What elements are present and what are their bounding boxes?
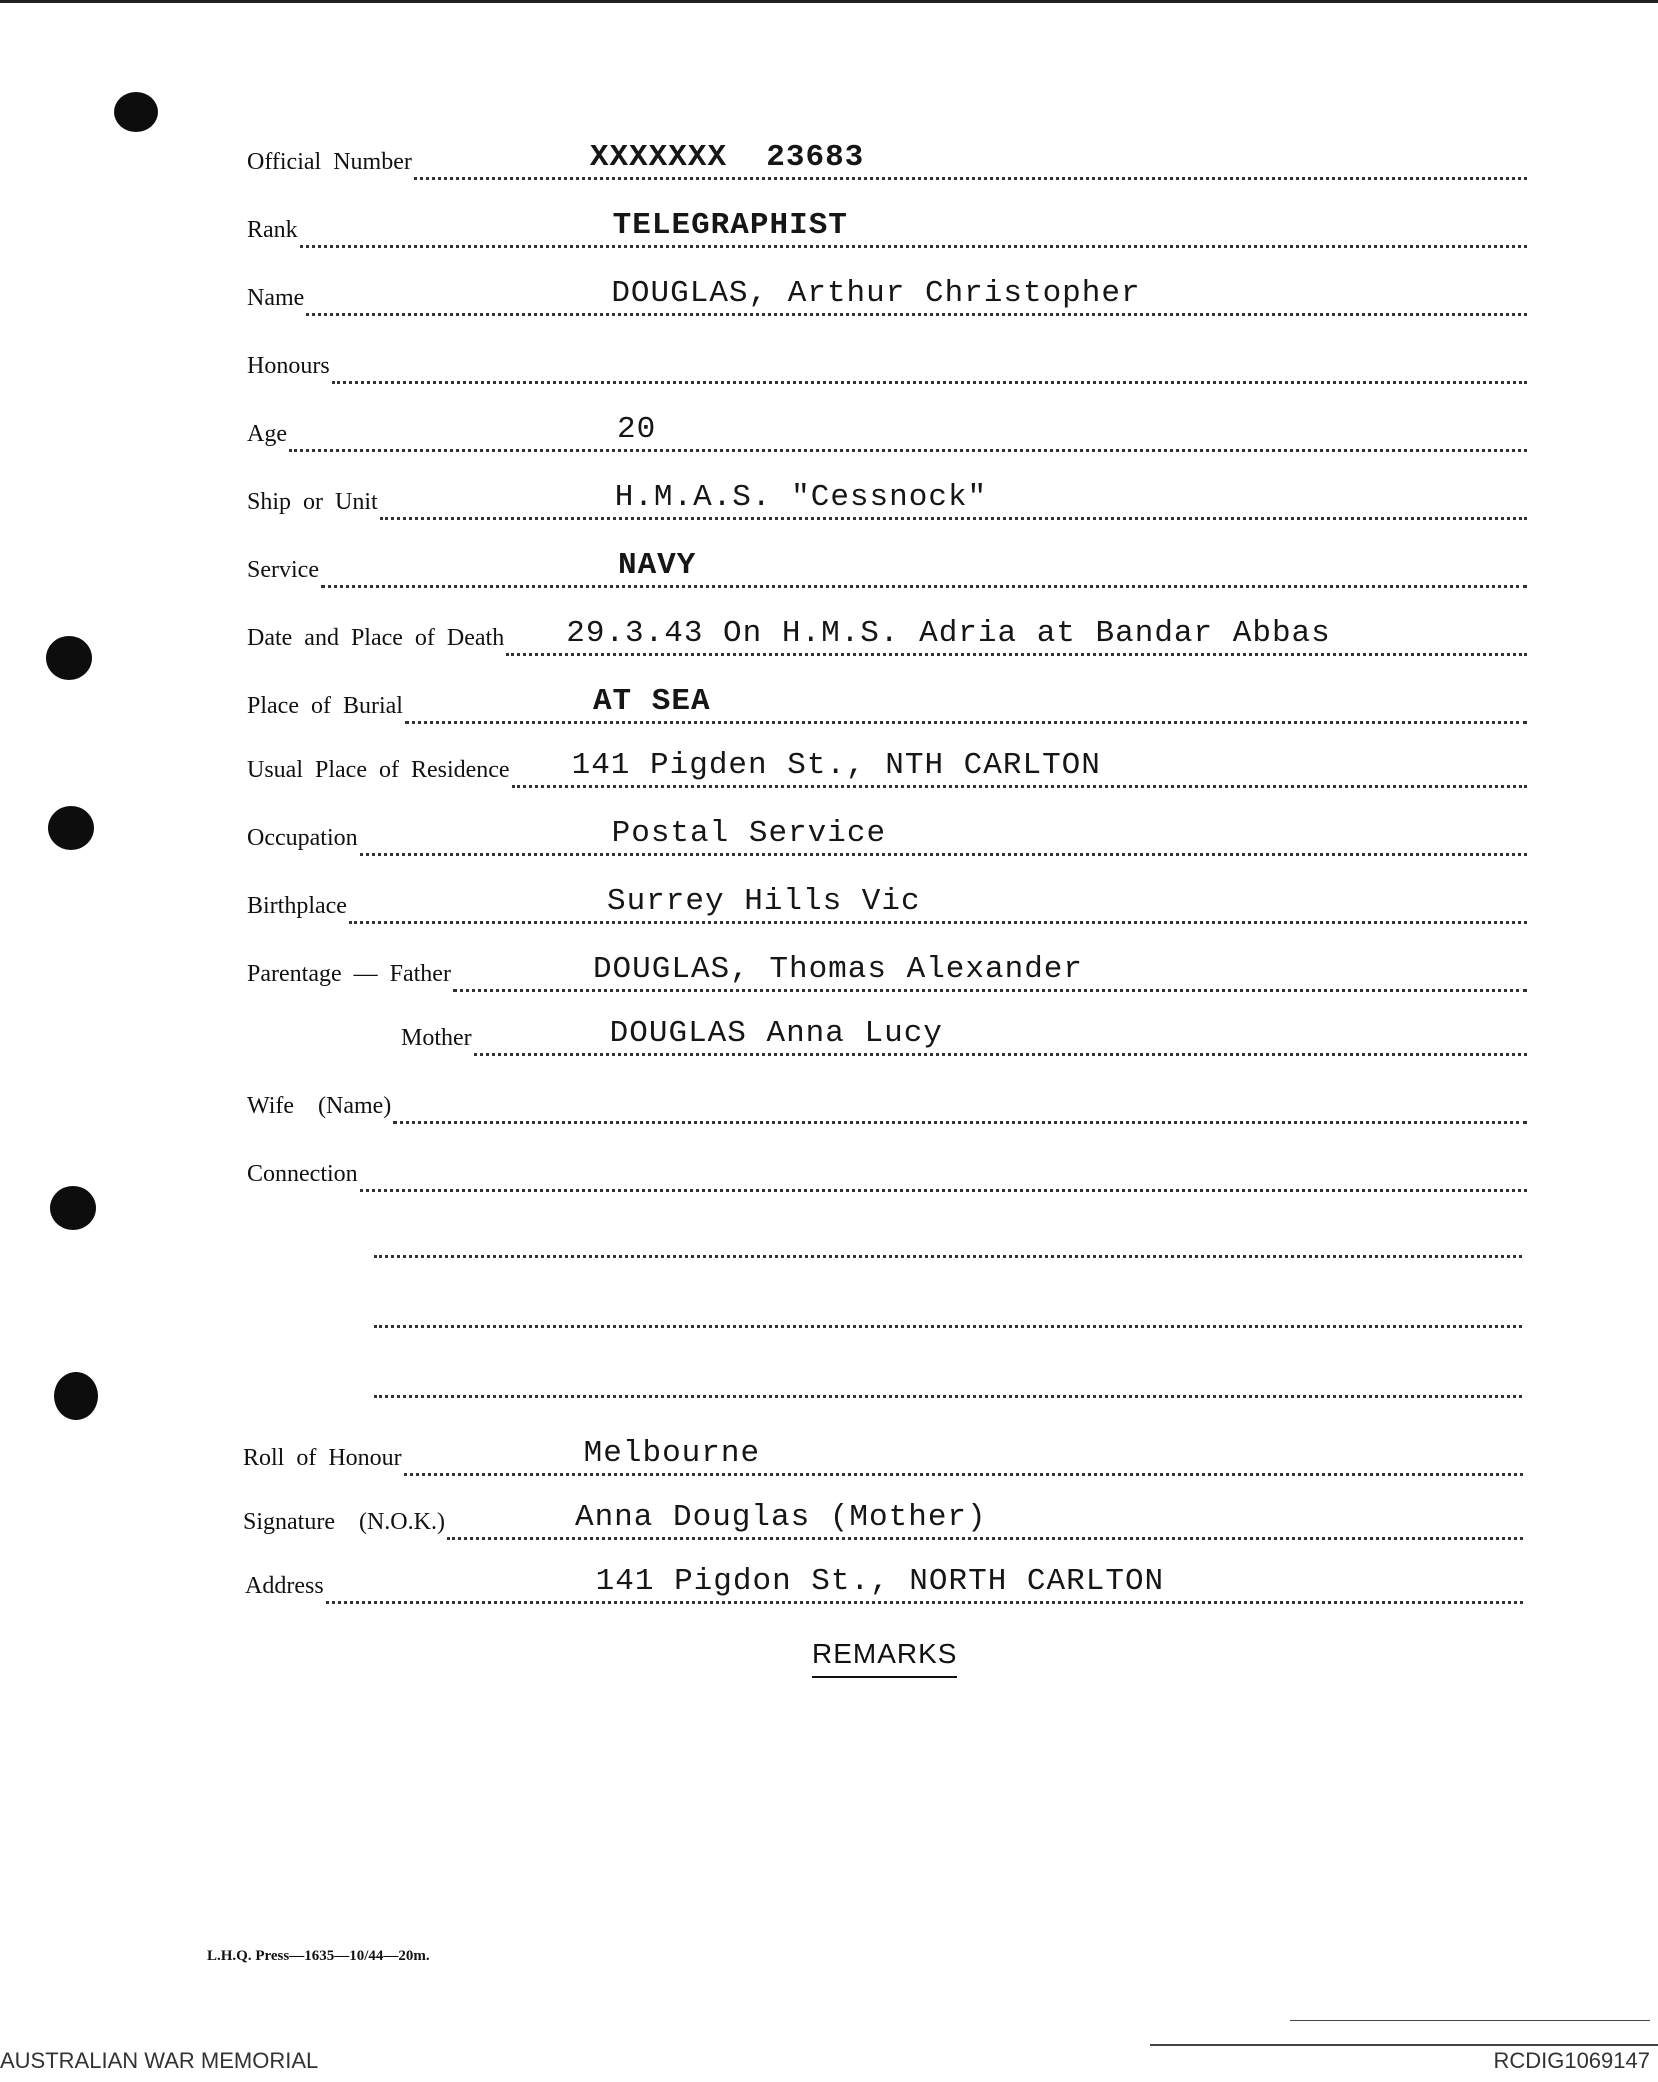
connection-extra-line <box>374 1322 1522 1328</box>
field-dotted-line <box>300 205 1527 248</box>
field-dotted-line <box>474 1013 1527 1056</box>
field-label: Parentage — Father <box>247 961 451 987</box>
punch-hole <box>54 1372 98 1420</box>
archive-name: AUSTRALIAN WAR MEMORIAL <box>0 2048 319 2073</box>
field-label: Service <box>247 557 319 583</box>
field-connection <box>247 1152 1527 1192</box>
field-value: Melbourne <box>584 1436 764 1471</box>
field-dotted-line <box>349 881 1527 924</box>
field-age <box>247 412 1527 452</box>
field-label: Age <box>247 421 287 447</box>
footer-rule <box>1290 2020 1650 2021</box>
field-value: Surrey Hills Vic <box>607 884 925 919</box>
field-value: DOUGLAS, Arthur Christopher <box>611 276 1144 311</box>
field-ship-or-unit <box>247 480 1527 520</box>
remarks-heading: REMARKS <box>812 1638 957 1678</box>
field-place-of-burial <box>247 684 1527 724</box>
field-dotted-line <box>405 681 1527 724</box>
field-parentage-mother <box>401 1016 1527 1056</box>
field-value: Anna Douglas (Mother) <box>575 1500 991 1535</box>
field-dotted-line <box>393 1081 1527 1124</box>
catalogue-id: RCDIG1069147 <box>1493 2048 1650 2073</box>
field-roll-of-honour <box>243 1436 1523 1476</box>
field-dotted-line <box>447 1497 1523 1540</box>
field-label: Birthplace <box>247 893 347 919</box>
connection-extra-line <box>374 1392 1522 1398</box>
page-top-edge <box>0 0 1658 3</box>
field-value: DOUGLAS Anna Lucy <box>610 1016 947 1051</box>
field-dotted-line <box>289 409 1527 452</box>
printer-imprint: L.H.Q. Press—1635—10/44—20m. <box>207 1948 430 1964</box>
field-value: DOUGLAS, Thomas Alexander <box>593 952 1087 987</box>
field-rank <box>247 208 1527 248</box>
field-birthplace <box>247 884 1527 924</box>
field-dotted-line <box>380 477 1527 520</box>
field-signature-nok <box>243 1500 1523 1540</box>
field-dotted-line <box>321 545 1527 588</box>
field-date-place-of-death <box>247 616 1527 656</box>
field-label: Honours <box>247 353 330 379</box>
field-value: 20 <box>617 412 660 447</box>
field-parentage-father <box>247 952 1527 992</box>
field-service <box>247 548 1527 588</box>
field-honours <box>247 344 1527 384</box>
field-label: Mother <box>401 1025 472 1051</box>
field-label: Occupation <box>247 825 358 851</box>
connection-extra-line <box>374 1252 1522 1258</box>
field-usual-residence <box>247 748 1527 788</box>
field-label: Ship or Unit <box>247 489 378 515</box>
field-label: Place of Burial <box>247 693 403 719</box>
punch-hole <box>50 1186 96 1230</box>
field-label: Date and Place of Death <box>247 625 505 651</box>
field-value: 141 Pigdon St., NORTH CARLTON <box>596 1564 1169 1599</box>
field-value: 29.3.43 On H.M.S. Adria at Bandar Abbas <box>566 616 1335 651</box>
field-dotted-line <box>506 613 1527 656</box>
field-dotted-line <box>414 137 1527 180</box>
field-value: NAVY <box>618 548 700 583</box>
field-label: Wife (Name) <box>247 1093 392 1119</box>
field-occupation <box>247 816 1527 856</box>
field-dotted-line <box>306 273 1527 316</box>
punch-hole <box>114 92 158 132</box>
field-name <box>247 276 1527 316</box>
field-dotted-line <box>332 341 1527 384</box>
field-dotted-line <box>360 1149 1527 1192</box>
field-label: Connection <box>247 1161 358 1187</box>
field-label: Address <box>245 1573 324 1599</box>
field-dotted-line <box>453 949 1527 992</box>
punch-hole <box>48 806 94 850</box>
field-label: Rank <box>247 217 298 243</box>
field-dotted-line <box>404 1433 1523 1476</box>
field-value: Postal Service <box>612 816 890 851</box>
field-label: Official Number <box>247 149 412 175</box>
field-wife-name <box>247 1084 1527 1124</box>
field-label: Name <box>247 285 305 311</box>
field-label: Roll of Honour <box>243 1445 402 1471</box>
field-dotted-line <box>512 745 1527 788</box>
punch-hole <box>46 636 92 680</box>
field-value: TELEGRAPHIST <box>613 208 852 243</box>
field-label: Signature (N.O.K.) <box>243 1509 445 1535</box>
field-dotted-line <box>360 813 1527 856</box>
footer-rule <box>1150 2044 1658 2046</box>
field-value: AT SEA <box>593 684 715 719</box>
field-value: 141 Pigden St., NTH CARLTON <box>572 748 1105 783</box>
field-official-number <box>247 140 1527 180</box>
field-value: XXXXXXX 23683 <box>590 140 868 175</box>
field-label: Usual Place of Residence <box>247 757 510 783</box>
field-dotted-line <box>326 1561 1523 1604</box>
field-address <box>245 1564 1523 1604</box>
field-value: H.M.A.S. "Cessnock" <box>615 480 991 515</box>
